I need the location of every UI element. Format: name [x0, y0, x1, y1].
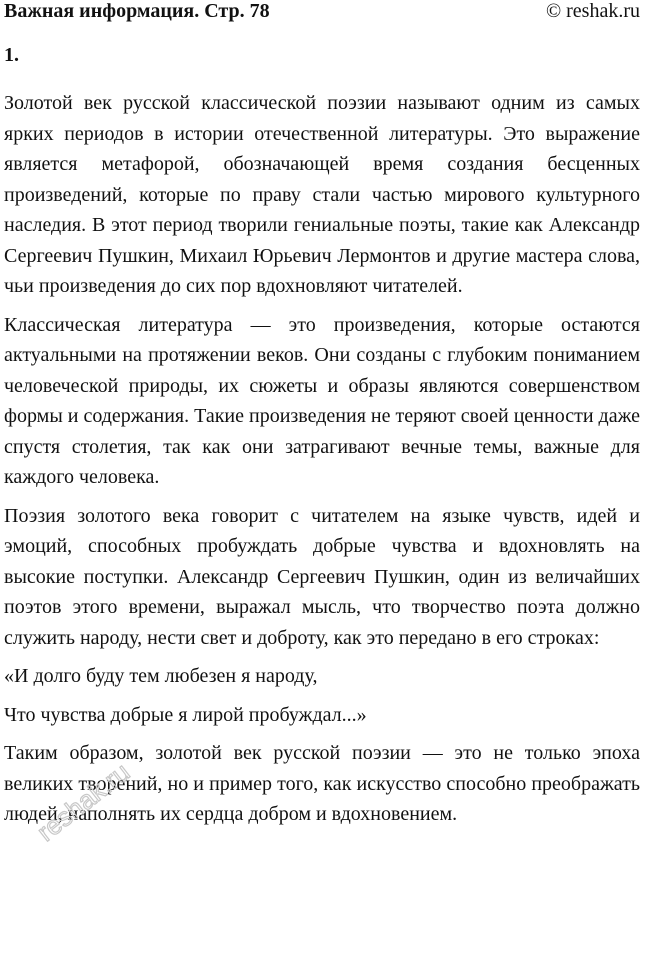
task-number: 1. — [4, 44, 19, 66]
paragraph-2: Классическая литература — это произведения, которые остаются актуальными на протяжении веков. Они созданы с глубоким пониманием человеческой природы, их сюжеты и образы являются совершенством формы и содержания. Такие произведения не теряют своей ценности даже спустя столетия, так как они затрагивают вечные темы, важные для каждого человека. — [4, 313, 641, 488]
answer-text — [4, 88, 640, 838]
paragraph-3: Поэзия золотого века говорит с читателем на языке чувств, идей и эмоций, способных пробуждать добрые чувства и вдохновлять на высокие поступки. Александр Сергеевич Пушкин, один из величайших поэтов этого времени, выражал мысль, что творчество поэта должно служить народу, нести свет и доброту, как это передано в его строках: — [4, 504, 640, 649]
paragraph-4: Таким образом, золотой век русской поэзии — это не только эпоха великих творений, но и пример того, как искусство способно преображать людей, наполнять их сердца добром и вдохновением. — [4, 742, 640, 825]
poem-line-2: Что чувства добрые я лирой пробуждал...» — [4, 703, 367, 726]
poem-line-1: «И долго буду тем любезен я народу, — [4, 665, 318, 687]
site-credit: © reshak.ru — [545, 0, 640, 22]
page-header — [4, 0, 640, 24]
page-title: Важная информация. Стр. 78 — [4, 0, 270, 22]
svg-text:reshak.ru: reshak.ru — [31, 756, 136, 848]
paragraph-1: Золотой век русской классической поэзии называют одним из самых ярких периодов в истории отечественной литературы. Это выражение является метафорой, обозначающей время создания бесценных произведений, которые по праву стали частью мирового культурного наследия. В этот период творили гениальные поэты, такие как Александр Сергеевич Пушкин, Михаил Юрьевич Лермонтов и другие мастера слова, чьи произведения до сих пор вдохновляют читателей. — [4, 92, 640, 297]
